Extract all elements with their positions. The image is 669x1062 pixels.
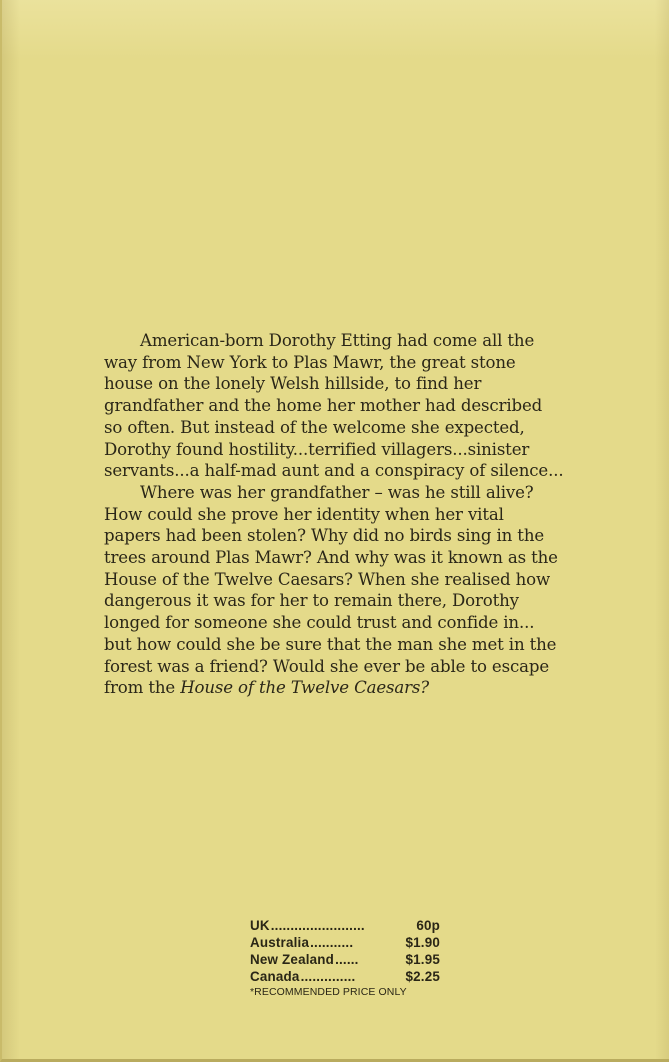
price-value: 60p bbox=[416, 918, 440, 933]
price-value: $1.95 bbox=[405, 952, 440, 967]
price-leader-dots: .............. bbox=[300, 969, 356, 984]
price-region: UK bbox=[250, 918, 270, 933]
blurb-paragraph-1: American-born Dorothy Etting had come all the way from New York to Plas Mawr, the great stone house on the lonely Welsh hillside, to find her grandfather and the home her mother had described so often. But instead of the welcome she expected, Dorothy found hostility...terrified villagers...sinister servants...a half-mad aunt and a conspiracy of silence... bbox=[104, 331, 564, 481]
price-region: New Zealand bbox=[250, 952, 335, 967]
price-region: Canada bbox=[250, 969, 300, 984]
price-region: Australia bbox=[250, 935, 310, 950]
blurb-text bbox=[104, 330, 564, 699]
book-title-italic: House of the Twelve Caesars? bbox=[180, 678, 430, 698]
price-value: $1.90 bbox=[405, 935, 440, 950]
blurb-paragraph-2 bbox=[104, 482, 564, 699]
price-row-uk bbox=[250, 917, 440, 934]
price-row-new-zealand bbox=[250, 951, 440, 968]
price-value: $2.25 bbox=[405, 969, 440, 984]
price-leader-dots: ...... bbox=[335, 952, 359, 967]
price-row-canada bbox=[250, 968, 440, 985]
price-leader-dots: ........................ bbox=[270, 918, 365, 933]
price-leader-dots: ........... bbox=[310, 935, 354, 950]
recommended-price-note: *RECOMMENDED PRICE ONLY bbox=[250, 986, 407, 998]
price-row-australia bbox=[250, 934, 440, 951]
blurb-paragraph-2-text: Where was her grandfather – was he still alive? How could she prove her identity when her vital papers had been stolen? Why did no birds sing in the trees around Plas Mawr? And why was it known as the House of the Twelve Caesars? When she realised how dangerous it was for her to remain there, Dorothy longed for someone she could trust and confide in... but how could she be sure that the man she met in the forest was a friend? Would she ever be able to escape from the bbox=[104, 482, 558, 698]
price-list bbox=[250, 917, 440, 999]
